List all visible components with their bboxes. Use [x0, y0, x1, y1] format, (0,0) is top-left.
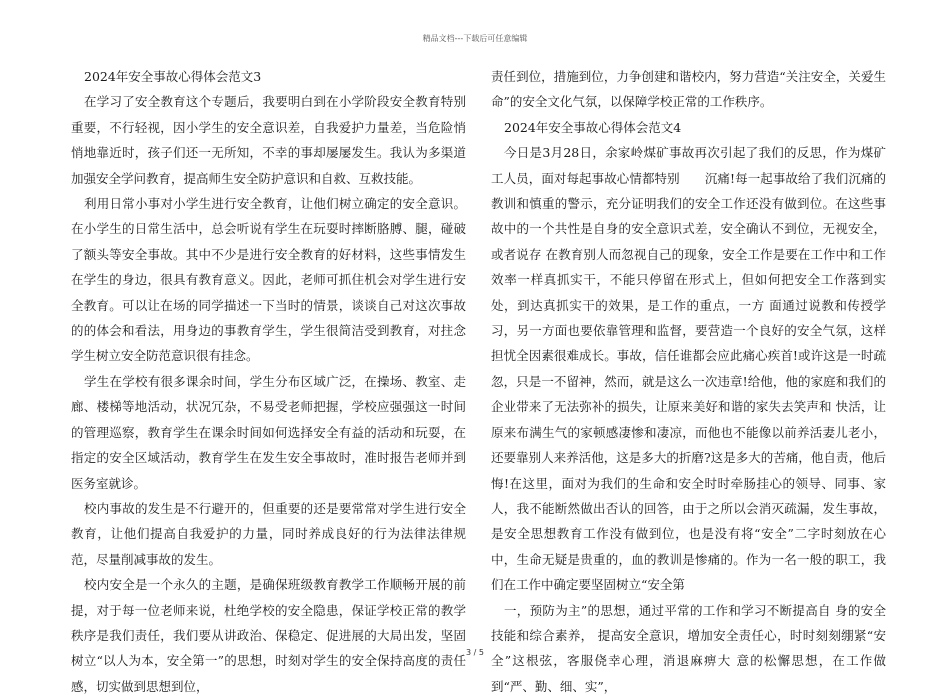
- paragraph: 在学习了安全教育这个专题后，我要明白到在小学阶段安全教育特别 重要，不行轻视，因小学生的安全意识差，自我爱护力量差，当危险悄悄地靠近时，孩子们还一无所知，不幸的事却屡屡发生。我认为多渠道加强安全学问教育，提高师生安全防护意识和自救、互救技能。: [71, 94, 492, 186]
- right-column: [491, 64, 886, 699]
- page-header: 精品文档---下载后可任意编辑: [422, 34, 528, 43]
- paragraph: 校内安全是一个永久的主题，是确保班级教育教学工作顺畅开展的前提，对于每一位老师来说，杜绝学校的安全隐患，保证学校正常的教学秩序是我们责任，我们要从讲政治、保稳定、促进展的大局出发，坚固树立“以人为本，安全第一”的思想，时刻对学生的安全保持高度的责任感，切实做到思想到位，: [71, 577, 466, 694]
- paragraph: 学生在学校有很多课余时间，学生分布区域广泛，在操场、教室、走廊、楼梯等地活动，状况冗杂，不易受老师把握，学校应强强这一时间的管理巡察，教育学生在课余时间如何选择安全有益的活动和玩耍，在指定的安全区域活动，教育学生在发生安全事故时，准时报告老师并到医务室就诊。: [71, 373, 466, 491]
- paragraph: 一，预防为主”的思想，通过平常的工作和学习不断提高自 身的安全技能和综合素养， 提高安全意识，增加安全责任心，时时刻刻绷紧“安全”这根弦，客服侥幸心理，消退麻痹大 意的松懈思想，在工作做到“严、勤、细、实”，: [491, 602, 886, 694]
- paragraph: 校内事故的发生是不行避开的，但重要的还是要常常对学生进行安全教育，让他们提高自我爱护的力量，同时养成良好的行为法律法律规范，尽量削减事故的发生。: [71, 500, 466, 567]
- page-number: 3 / 5: [466, 648, 484, 657]
- paragraph: 今日是3月28日，余家岭煤矿事故再次引起了我们的反思，作为煤矿工人员，面对每起事故心情都特别 沉痛!每一起事故给了我们沉痛的教训和慎重的警示，充分证明我们的安全工作还没有做到位。在这些事故中的一个共性是自身的安全意识式差，安全确认不到位，无视安全，或者说存 在教育别人而忽视自己的现象，安全工作是要在工作中和工作效率一样真抓实干，不能只停留在形式上，但如何把安全工作落到实处，到达真抓实干的效果，是工作的重点，一方 面通过说教和传授学习，另一方面也要依靠管理和监督，要营造一个良好的安全气氛，这样担忧全因素很难成长。事故，信任谁都会应此痛心疾首!或许这是一时疏忽，只是一不留神，然而，就是这么一次违章!给他，他的家庭和我们的企业带来了无法弥补的损失，让原来美好和谐的家失去笑声和 快活，让原来布满生气的家顿感凄惨和凄凉，而他也不能像以前养活妻儿老小，还要靠别人来养活他，这是多大的折磨?这是多大的苦痛，他自责，他后悔!在这里，面对为我们的生命和安全时时牵肠挂心的领导、同事、家人，我不能断然做出否认的回答，由于之所以会消灭疏漏，发生事故，是安全思想教育工作没有做到位，也是没有将“安全”二字时刻放在心中，生命无疑是贵重的，血的教训是惨痛的。作为一名一般的职工，我们在工作中确定要坚固树立“安全第: [491, 145, 886, 593]
- paragraph-continuation: 责任到位，措施到位，力争创建和谐校内，努力营造“关注安全，关爱生命”的安全文化气氛，以保障学校正常的工作秩序。: [491, 69, 886, 110]
- section-title-4: 2024年安全事故心得体会范文4: [504, 119, 682, 135]
- paragraph: 利用日常小事对小学生进行安全教育，让他们树立确定的安全意识。在小学生的日常生活中，总会听说有学生在玩耍时摔断胳膊、腿，碰破了额头等安全事故。其中不少是进行安全教育的好材料，这些事情发生在学生的身边，很具有教育意义。因此，老师可抓住机会对学生进行安全教育。可以让在场的同学描述一下当时的情景，谈谈自己对这次事故的的体会和看法，用身边的事教育学生，学生很简洁受到教育，对拄念学生树立安全防范意识很有挂念。: [71, 196, 466, 364]
- section-title-3: 2024年安全事故心得体会范文3: [84, 69, 262, 84]
